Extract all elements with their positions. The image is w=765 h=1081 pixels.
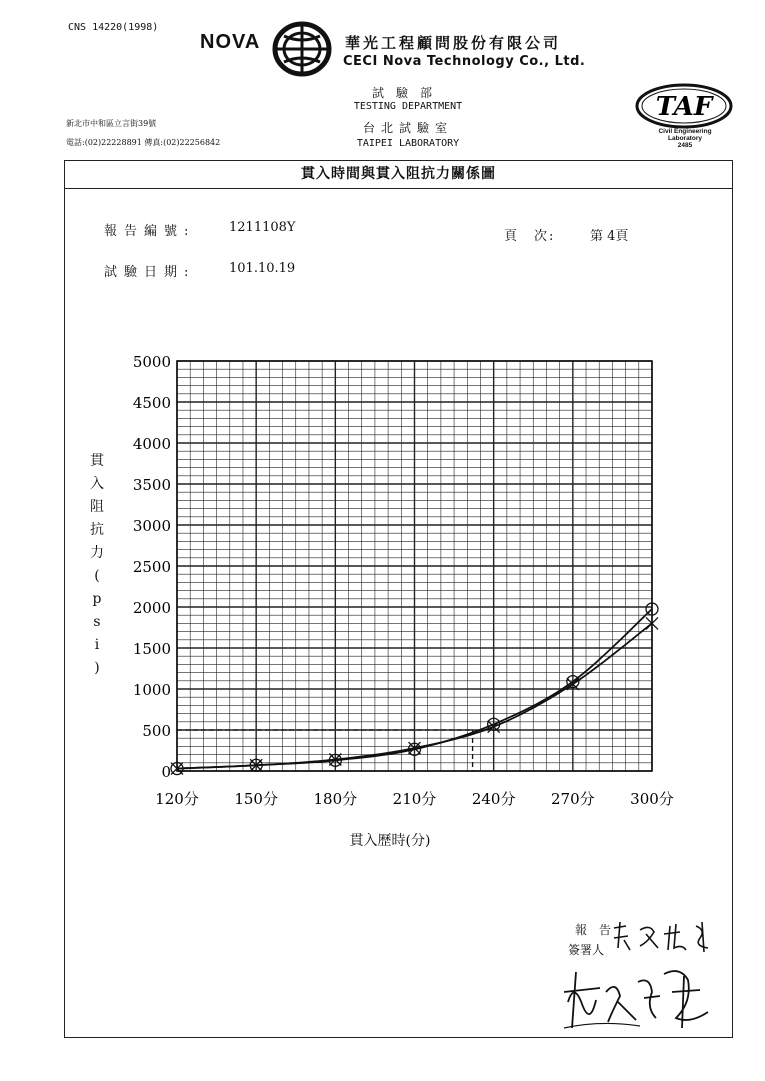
x-tick-label: 180分 <box>313 790 358 808</box>
x-tick-label: 210分 <box>392 790 437 808</box>
x-tick-label: 150分 <box>234 790 278 808</box>
y-axis-label-char: 抗 <box>90 522 104 538</box>
x-tick-label: 300分 <box>630 790 674 808</box>
y-tick-label: 4000 <box>132 435 171 453</box>
signature-handwriting <box>560 962 720 1034</box>
x-tick-label: 270分 <box>551 790 595 808</box>
company-name-en: CECI Nova Technology Co., Ltd. <box>343 54 586 69</box>
report-number: 1211108Y <box>229 220 296 235</box>
laboratory-en: TAIPEI LABORATORY <box>356 138 460 149</box>
accreditation-number: 2485 <box>677 142 693 149</box>
y-axis-label-char: 力 <box>90 545 104 561</box>
y-tick-label: 1000 <box>132 681 171 699</box>
accreditation-line-1: Civil Engineering <box>658 128 712 135</box>
x-tick-label: 120分 <box>155 790 199 808</box>
y-tick-label: 500 <box>142 722 171 740</box>
page-label: 頁 次: <box>504 229 556 244</box>
y-axis-label-char: ) <box>94 660 100 676</box>
department-cn: 試驗部 <box>371 86 444 100</box>
y-axis-label-char: s <box>93 614 101 630</box>
y-axis-label-char: 阻 <box>90 499 104 515</box>
brand-name: NOVA <box>200 31 261 53</box>
y-tick-label: 2000 <box>132 599 171 617</box>
y-tick-label: 5000 <box>132 353 171 371</box>
signer-name-handwriting <box>610 920 720 956</box>
taf-logo-text: TAF <box>655 92 713 122</box>
report-title: 貫入時間與貫入阻抗力關係圖 <box>301 166 496 182</box>
signer-label-1: 報 告 <box>575 923 612 937</box>
standard-code: CNS 14220(1998) <box>68 22 159 33</box>
x-tick-label: 240分 <box>471 790 516 808</box>
y-axis-label-char: 入 <box>90 476 104 492</box>
phone-fax: 電話:(02)22228891 傳真:(02)22256842 <box>66 138 221 147</box>
page-number: 第 4頁 <box>590 229 629 244</box>
test-date: 101.10.19 <box>229 261 296 276</box>
report-number-label: 報告編號: <box>104 224 196 239</box>
company-name-cn: 華光工程顧問股份有限公司 <box>345 34 562 52</box>
signer-label-2: 簽署人 <box>568 943 605 957</box>
y-axis-label-char: i <box>94 637 100 653</box>
y-tick-label: 0 <box>161 763 171 781</box>
y-axis-label-char: p <box>92 591 102 607</box>
y-tick-label: 1500 <box>132 640 171 658</box>
accreditation-line-2: Laboratory <box>668 135 702 142</box>
x-axis-label: 貫入歷時(分) <box>349 833 431 849</box>
y-tick-label: 4500 <box>132 394 171 412</box>
address: 新北市中和區立言街39號 <box>66 119 157 128</box>
y-tick-label: 3000 <box>132 517 171 535</box>
department-en: TESTING DEPARTMENT <box>353 101 463 112</box>
y-tick-label: 3500 <box>132 476 171 494</box>
y-axis-label-char: ( <box>94 568 100 584</box>
laboratory-cn: 台北試驗室 <box>362 121 453 135</box>
test-date-label: 試驗日期: <box>104 265 196 280</box>
y-tick-label: 2500 <box>132 558 171 576</box>
y-axis-label-char: 貫 <box>90 453 104 469</box>
